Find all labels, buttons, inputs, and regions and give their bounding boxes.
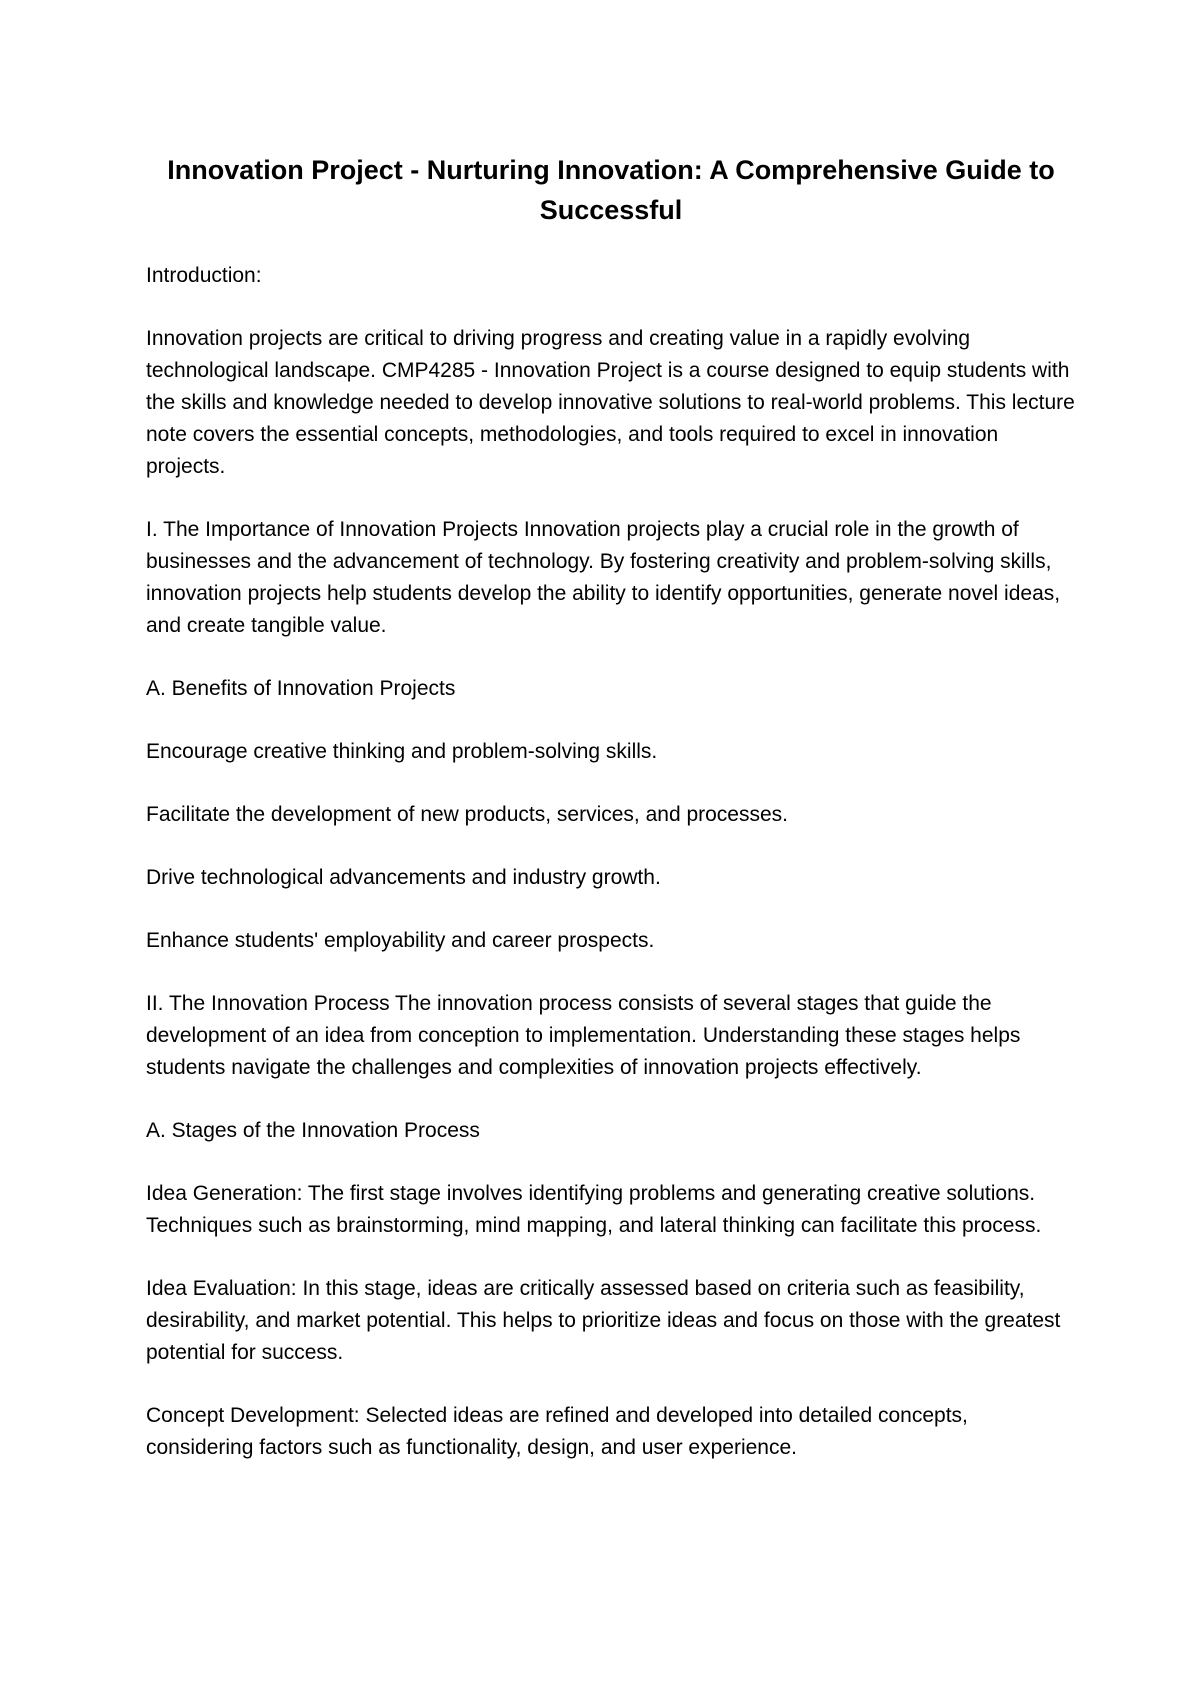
paragraph-introduction-heading: Introduction: <box>146 264 262 287</box>
paragraph-innovation-process: II. The Innovation Process The innovation process consists of several stages that guide the development of an idea from conception to implementation. Understanding these stages helps students navigate the challenges and complexities of innovation projects effectively. <box>146 992 1021 1079</box>
benefit-item: Enhance students' employability and career prospects. <box>146 929 655 952</box>
benefit-item: Facilitate the development of new products, services, and processes. <box>146 803 788 826</box>
heading-stages: A. Stages of the Innovation Process <box>146 1119 480 1142</box>
paragraph-importance: I. The Importance of Innovation Projects Innovation projects play a crucial role in the growth of businesses and the advancement of technology. By fostering creativity and problem-solving skills, innovation projects help students develop the ability to identify opportunities, generate novel ideas, and create tangible value. <box>146 518 1061 637</box>
stage-idea-evaluation: Idea Evaluation: In this stage, ideas are critically assessed based on criteria such as feasibility, desirability, and market potential. This helps to prioritize ideas and focus on those with the greatest potential for success. <box>146 1277 1061 1364</box>
stage-concept-development: Concept Development: Selected ideas are refined and developed into detailed concepts, considering factors such as functionality, design, and user experience. <box>146 1404 968 1459</box>
paragraph-introduction: Innovation projects are critical to driving progress and creating value in a rapidly evolving technological landscape. CMP4285 - Innovation Project is a course designed to equip students with the skills and knowledge needed to develop innovative solutions to real-world problems. This lecture note covers the essential concepts, methodologies, and tools required to excel in innovation projects. <box>146 327 1075 478</box>
stage-idea-generation: Idea Generation: The first stage involves identifying problems and generating creative solutions. Techniques such as brainstorming, mind mapping, and lateral thinking can facilitate this process. <box>146 1182 1042 1237</box>
benefit-item: Encourage creative thinking and problem-solving skills. <box>146 740 658 763</box>
heading-benefits: A. Benefits of Innovation Projects <box>146 677 456 700</box>
document-title: Innovation Project - Nurturing Innovation: A Comprehensive Guide to Successful <box>167 155 1055 225</box>
benefit-item: Drive technological advancements and industry growth. <box>146 866 661 889</box>
document-body <box>146 150 1076 1495</box>
